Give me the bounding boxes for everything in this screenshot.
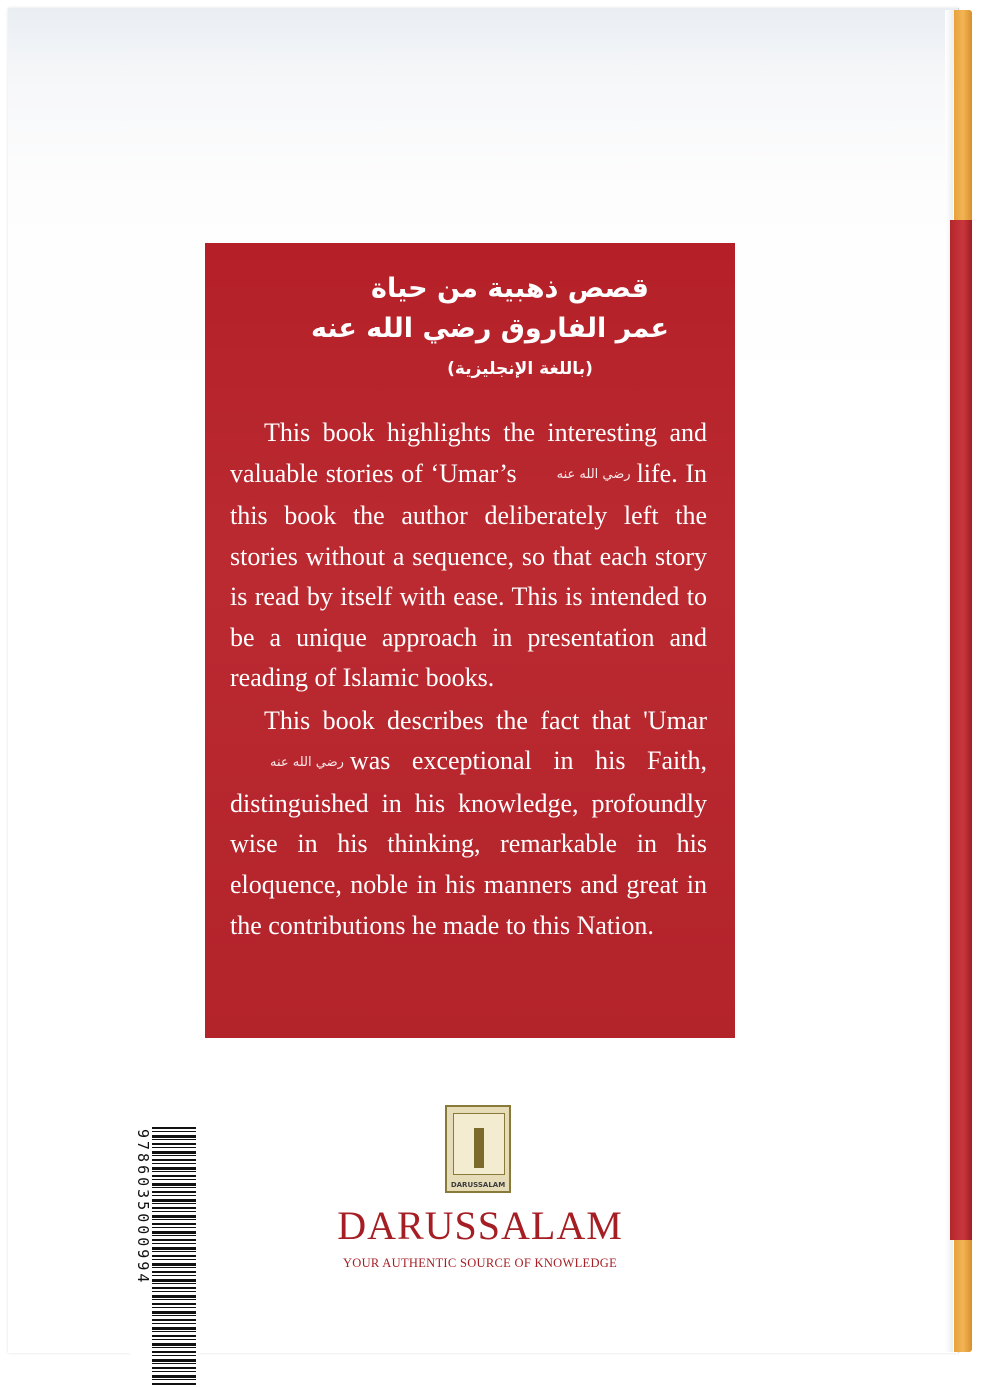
barcode-number: 9786035000994: [134, 1129, 152, 1286]
paragraph-1-end: life. In this book the author deliberately left the stories without a sequence, so that each story is read by itself with ease. This is intended to be a unique approach in presentation and reading of Islamic books.: [230, 458, 707, 693]
arabic-title-line2: عمر الفاروق رضي الله عنه: [311, 313, 669, 344]
honorific-glyph: رضي الله عنه: [556, 467, 631, 483]
description-panel: [205, 243, 735, 1038]
paragraph-2-start: This book describes the fact that 'Umar: [264, 705, 707, 735]
paragraph-2: [230, 701, 707, 946]
paragraph-2-end: was exceptional in his Faith, distinguished in his knowledge, profoundly wise in his thinking, remarkable in his eloquence, noble in his manners and great in the contributions he made to this Nation.: [230, 746, 707, 940]
barcode-bars: [152, 1127, 196, 1385]
paragraph-1: [230, 413, 707, 699]
honorific-glyph: رضي الله عنه: [270, 755, 344, 771]
logo-tower-icon: [474, 1128, 484, 1168]
description-text: [230, 413, 707, 946]
logo-emblem: [453, 1113, 505, 1175]
publisher-name: DARUSSALAM: [337, 1203, 623, 1248]
arabic-subtitle: (باللغة الإنجليزية): [447, 359, 593, 379]
logo-caption: DARUSSALAM: [450, 1181, 506, 1189]
publisher-logo: [445, 1105, 511, 1193]
paragraph-1-start: This book highlights the interesting and valuable stories of ‘Umar’s: [230, 418, 707, 488]
publisher-tagline: YOUR AUTHENTIC SOURCE OF KNOWLEDGE: [342, 1256, 618, 1270]
spine-red-strip: [950, 220, 972, 1240]
arabic-title-line1: قصص ذهبية من حياة: [371, 273, 649, 304]
barcode: [130, 1127, 198, 1387]
